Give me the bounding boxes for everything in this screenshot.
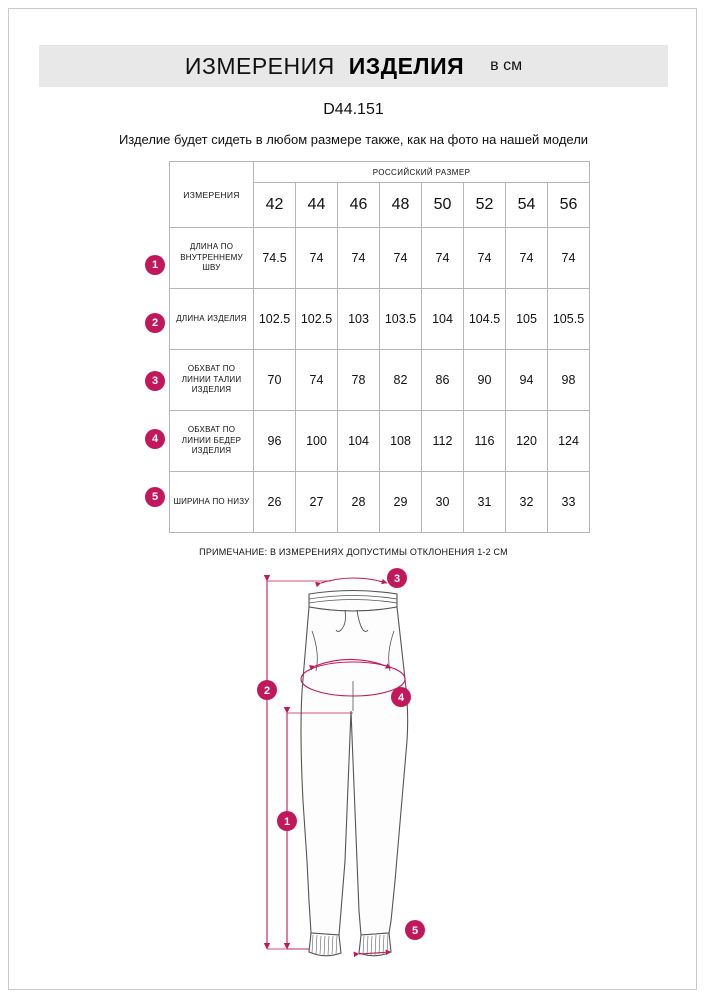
cell-r1-c1: 102.5 [296,289,338,350]
garment-diagram [9,561,698,971]
table-row [170,411,590,472]
cell-r0-c4: 74 [422,228,464,289]
cell-r1-c0: 102.5 [254,289,296,350]
cell-r0-c7: 74 [548,228,590,289]
header-word-product: ИЗДЕЛИЯ [348,52,465,79]
cell-r0-c3: 74 [380,228,422,289]
diagram-marker-2-label: 2 [263,685,271,697]
cell-r3-c5: 116 [464,411,506,472]
cell-r3-c0: 96 [254,411,296,472]
diagram-marker-4-label: 4 [397,692,405,704]
size-col-50: 50 [422,183,464,228]
cell-r4-c4: 30 [422,472,464,533]
article-code: D44.151 [323,101,384,118]
row-label-length: ДЛИНА ИЗДЕЛИЯ [170,289,254,350]
size-col-44: 44 [296,183,338,228]
diagram-marker-5 [405,920,425,940]
row-label-waist: ОБХВАТ ПО ЛИНИИ ТАЛИИ ИЗДЕЛИЯ [170,350,254,411]
cell-r4-c6: 32 [506,472,548,533]
cell-r3-c1: 100 [296,411,338,472]
size-col-42: 42 [254,183,296,228]
cell-r2-c7: 98 [548,350,590,411]
diagram-marker-2 [257,680,277,700]
diagram-marker-1 [277,811,297,831]
cell-r2-c6: 94 [506,350,548,411]
cell-r2-c4: 86 [422,350,464,411]
table-row [170,472,590,533]
cell-r0-c5: 74 [464,228,506,289]
row-badge-5: 5 [145,487,165,507]
cell-r2-c3: 82 [380,350,422,411]
size-col-48: 48 [380,183,422,228]
header-word-measurements: ИЗМЕРЕНИЯ [184,52,335,79]
cell-r2-c1: 74 [296,350,338,411]
cell-r0-c2: 74 [338,228,380,289]
row-label-hem-width: ШИРИНА ПО НИЗУ [170,472,254,533]
table-row [170,228,590,289]
cell-r3-c3: 108 [380,411,422,472]
cell-r2-c2: 78 [338,350,380,411]
cell-r3-c4: 112 [422,411,464,472]
size-col-54: 54 [506,183,548,228]
cell-r2-c0: 70 [254,350,296,411]
diagram-marker-3-label: 3 [393,573,401,585]
measurement-sheet [8,8,697,990]
cell-r4-c5: 31 [464,472,506,533]
header-units: в см [490,57,523,74]
size-table-wrap [151,161,589,533]
cell-r1-c5: 104.5 [464,289,506,350]
diagram-marker-4 [391,687,411,707]
cell-r3-c2: 104 [338,411,380,472]
cell-r1-c3: 103.5 [380,289,422,350]
cell-r0-c0: 74.5 [254,228,296,289]
row-badge-1: 1 [145,255,165,275]
table-row [170,289,590,350]
cell-r0-c6: 74 [506,228,548,289]
size-table [169,161,590,533]
size-col-52: 52 [464,183,506,228]
cell-r3-c6: 120 [506,411,548,472]
cell-r4-c0: 26 [254,472,296,533]
measurements-header-cell: ИЗМЕРЕНИЯ [170,162,254,228]
table-row [170,350,590,411]
row-badge-2: 2 [145,313,165,333]
row-label-hips: ОБХВАТ ПО ЛИНИИ БЕДЕР ИЗДЕЛИЯ [170,411,254,472]
subtitle-text: Изделие будет сидеть в любом размере также, как на фото на нашей модели [118,132,589,147]
header-band [39,45,668,87]
trousers-outline [301,591,408,956]
row-label-inseam: ДЛИНА ПО ВНУТРЕННЕМУ ШВУ [170,228,254,289]
russian-size-header: РОССИЙСКИЙ РАЗМЕР [254,162,590,183]
cell-r1-c4: 104 [422,289,464,350]
note-text: ПРИМЕЧАНИЕ: В ИЗМЕРЕНИЯХ ДОПУСТИМЫ ОТКЛОНЕНИЯ 1-2 СМ [199,547,508,557]
diagram-marker-1-label: 1 [283,816,291,828]
table-header-group-row [170,162,590,183]
cell-r4-c1: 27 [296,472,338,533]
cell-r3-c7: 124 [548,411,590,472]
cell-r4-c3: 29 [380,472,422,533]
cell-r2-c5: 90 [464,350,506,411]
diagram-marker-3 [387,568,407,588]
cell-r1-c2: 103 [338,289,380,350]
diagram-marker-5-label: 5 [411,925,419,937]
size-col-46: 46 [338,183,380,228]
cell-r0-c1: 74 [296,228,338,289]
row-badge-4: 4 [145,429,165,449]
cell-r1-c7: 105.5 [548,289,590,350]
cell-r4-c2: 28 [338,472,380,533]
cell-r4-c7: 33 [548,472,590,533]
row-badge-3: 3 [145,371,165,391]
size-col-56: 56 [548,183,590,228]
cell-r1-c6: 105 [506,289,548,350]
